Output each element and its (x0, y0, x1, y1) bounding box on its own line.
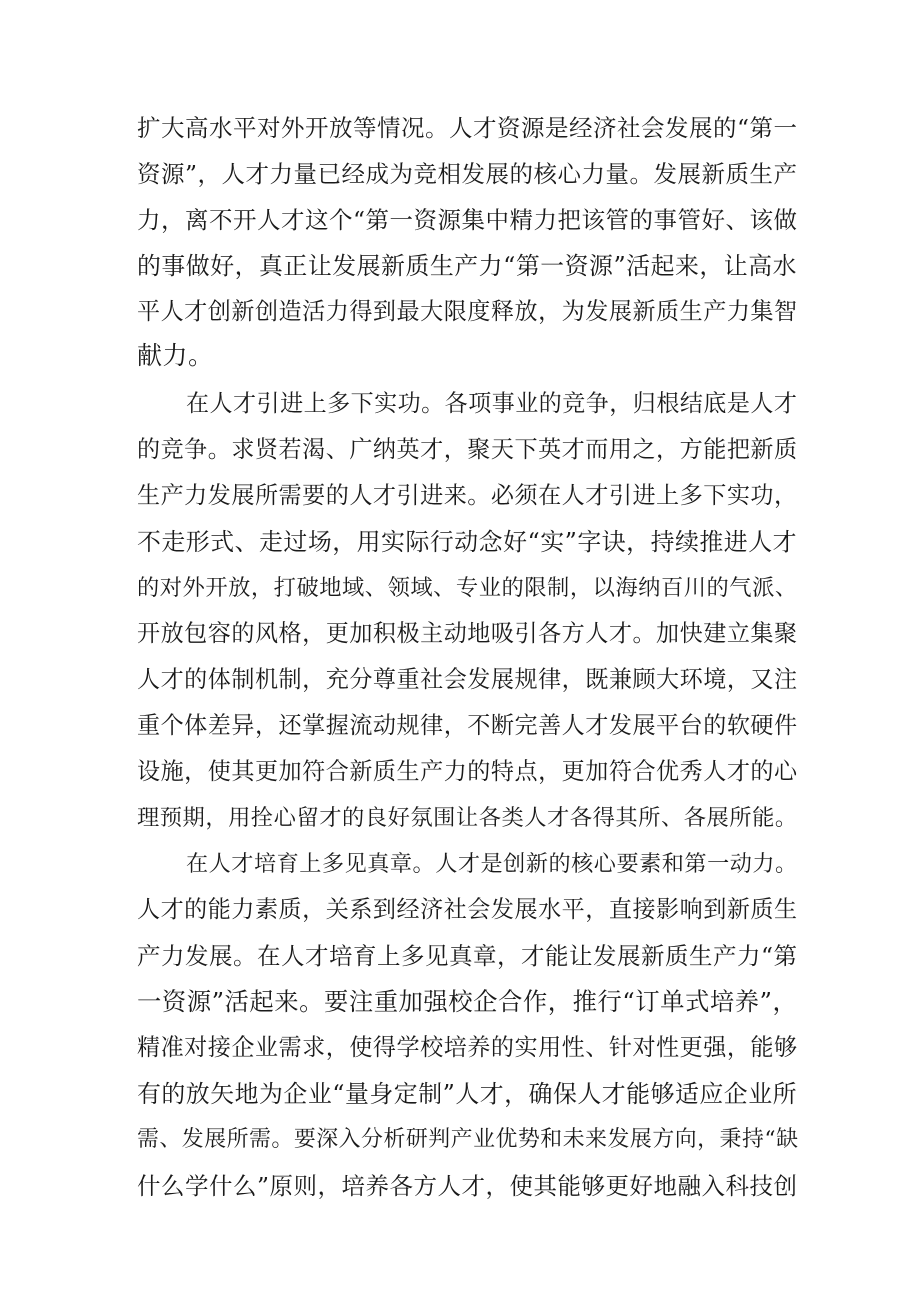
text-line: 需、发展所需。要深入分析研判产业优势和未来发展方向，秉持“缺 (137, 1127, 799, 1152)
text-line: 的对外开放，打破地域、领域、专业的限制，以海纳百川的气派、 (137, 575, 798, 601)
text-line: 的竞争。求贤若渴、广纳英才，聚天下英才而用之，方能把新质 (137, 437, 798, 463)
text-line: 有的放矢地为企业“量身定制”人才，确保人才能够适应企业所 (137, 1080, 798, 1108)
paragraph-start-line: 在人才培育上多见真章。人才是创新的核心要素和第一动力。 (186, 851, 798, 877)
paragraph-start-line: 在人才引进上多下实功。各项事业的竞争，归根结底是人才 (186, 391, 798, 417)
text-line: 资源”，人才力量已经成为竞相发展的核心力量。发展新质生产 (137, 160, 798, 188)
text-line: 生产力发展所需要的人才引进来。必须在人才引进上多下实功， (137, 483, 798, 509)
text-line: 不走形式、走过场，用实际行动念好“实”字诀，持续推进人才 (137, 528, 798, 556)
text-line: 设施，使其更加符合新质生产力的特点，更加符合优秀人才的心 (137, 759, 798, 785)
text-line: 的事做好，真正让发展新质生产力“第一资源”活起来，让高水 (137, 252, 798, 280)
text-line: 平人才创新创造活力得到最大限度释放，为发展新质生产力集智 (137, 299, 798, 325)
text-line: 什么学什么”原则，培养各方人才，使其能够更好地融入科技创 (137, 1172, 798, 1200)
text-line: 扩大高水平对外开放等情况。人才资源是经济社会发展的“第一 (137, 114, 798, 142)
text-line: 献力。 (137, 341, 214, 370)
text-line: 力，离不开人才这个“第一资源集中精力把该管的事管好、该做 (137, 206, 798, 234)
text-line: 人才的体制机制，充分尊重社会发展规律，既兼顾大环境，又注 (137, 667, 798, 693)
text-line: 开放包容的风格，更加积极主动地吸引各方人才。加快建立集聚 (137, 621, 798, 647)
text-line: 理预期，用拴心留才的良好氛围让各类人才各得其所、各展所能。 (137, 805, 798, 831)
text-line: 重个体差异，还掌握流动规律，不断完善人才发展平台的软硬件 (137, 713, 798, 739)
text-line: 精准对接企业需求，使得学校培养的实用性、针对性更强，能够 (137, 1035, 798, 1061)
text-line: 产力发展。在人才培育上多见真章，才能让发展新质生产力“第 (137, 942, 798, 970)
text-line: 一资源”活起来。要注重加强校企合作，推行“订单式培养”， (137, 987, 798, 1016)
text-line: 人才的能力素质，关系到经济社会发展水平，直接影响到新质生 (137, 897, 798, 923)
